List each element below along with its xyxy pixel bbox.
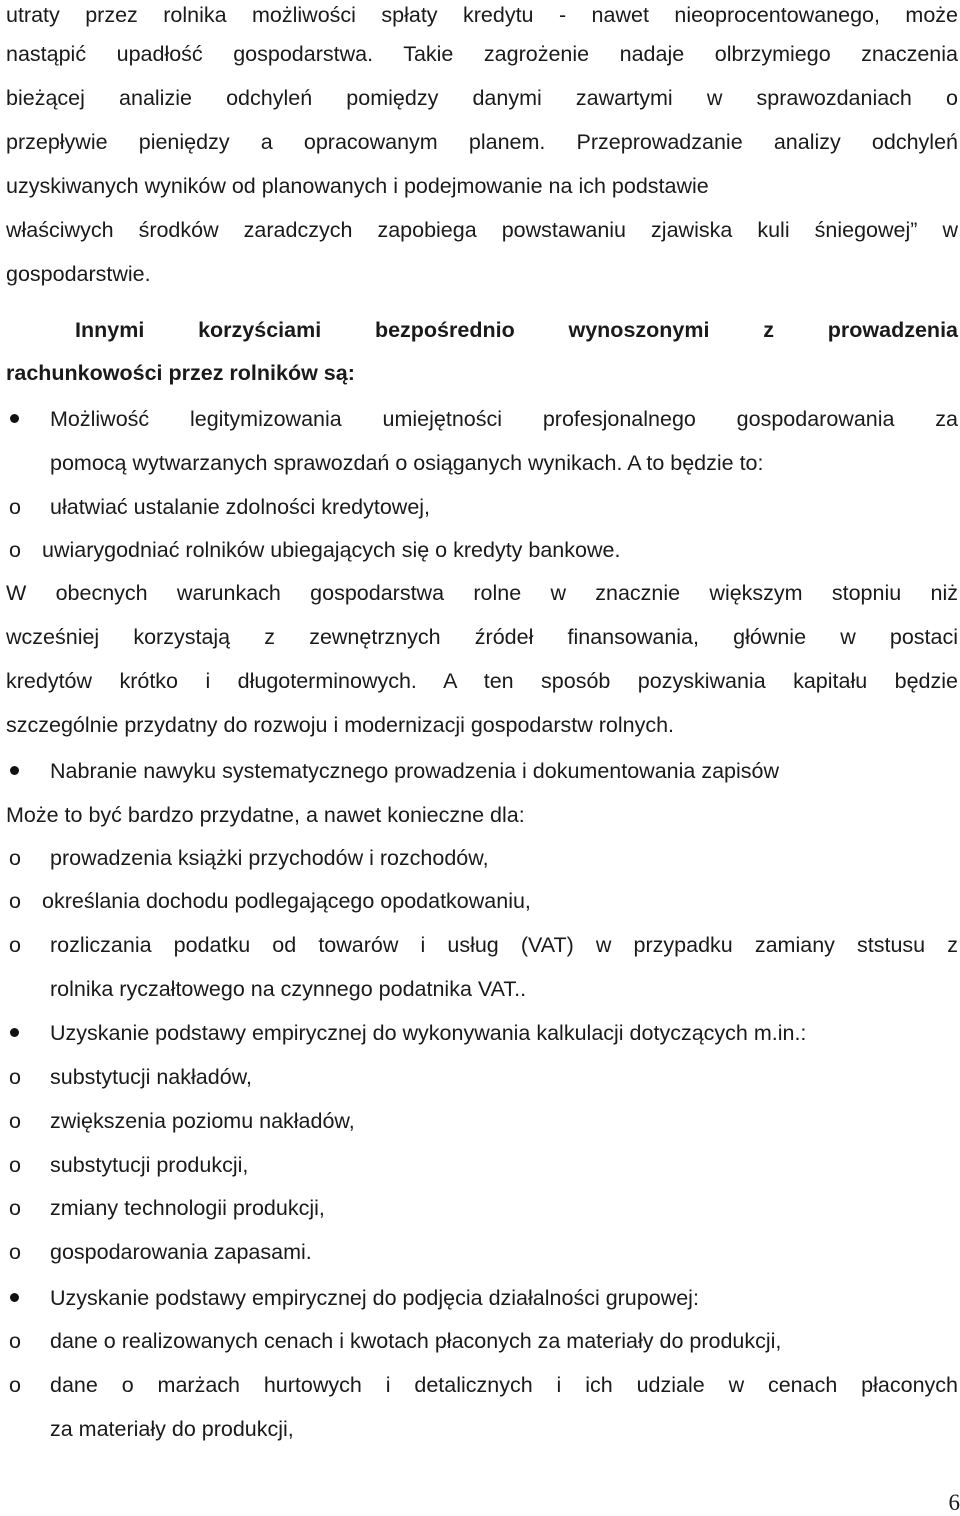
paragraph-1-line-2: nastąpić upadłość gospodarstwa. Takie zagrożenie nadaje olbrzymiego znaczenia	[6, 42, 958, 66]
sub-list-2-item-3-line-1: rozliczania podatku od towarów i usług (VAT) w przypadku zamiany ststusu z	[50, 933, 958, 957]
sub-list-3-item-5: gospodarowania zapasami.	[50, 1240, 312, 1264]
paragraph-1-line-6: właściwych środków zaradczych zapobiega powstawaniu zjawiska kuli śniegowej” w	[6, 218, 958, 242]
section-heading-line-1: Innymi korzyściami bezpośrednio wynoszonymi z prowadzenia	[75, 318, 958, 342]
sub-list-3-item-1: substytucji nakładów,	[50, 1065, 252, 1089]
sub-bullet-icon: o	[9, 1065, 21, 1089]
section-heading-line-2: rachunkowości przez rolników są:	[6, 361, 355, 385]
paragraph-1-line-4: przepływie pieniędzy a opracowanym planem. Przeprowadzanie analizy odchyleń	[6, 130, 958, 154]
sub-bullet-icon: o	[9, 1109, 21, 1133]
sub-list-4-item-1: dane o realizowanych cenach i kwotach płaconych za materiały do produkcji,	[50, 1329, 782, 1353]
sub-bullet-icon: o	[9, 538, 21, 562]
sub-bullet-icon: o	[9, 495, 21, 519]
paragraph-2-line-2: wcześniej korzystają z zewnętrznych źródeł finansowania, głównie w postaci	[6, 625, 958, 649]
bullet-icon	[10, 766, 19, 775]
sub-list-3-item-2: zwiększenia poziomu nakładów,	[50, 1109, 355, 1133]
sub-list-2-item-3-line-2: rolnika ryczałtowego na czynnego podatnika VAT..	[50, 977, 527, 1001]
sub-bullet-icon: o	[9, 1329, 21, 1353]
bullet-1-line-1: Możliwość legitymizowania umiejętności profesjonalnego gospodarowania za	[50, 407, 958, 431]
paragraph-1-line-7: gospodarstwie.	[6, 262, 151, 286]
sub-list-4-item-2-line-1: dane o marżach hurtowych i detalicznych i ich udziale w cenach płaconych	[50, 1373, 958, 1397]
sub-bullet-icon: o	[9, 889, 21, 913]
sub-list-1-item-2: uwiarygodniać rolników ubiegających się o kredyty bankowe.	[42, 538, 621, 562]
sub-list-3-item-4: zmiany technologii produkcji,	[50, 1196, 325, 1220]
sub-bullet-icon: o	[9, 846, 21, 870]
sub-list-4-item-2-line-2: za materiały do produkcji,	[50, 1417, 294, 1441]
bullet-4-text: Uzyskanie podstawy empirycznej do podjęcia działalności grupowej:	[50, 1286, 699, 1310]
sub-list-3-item-3: substytucji produkcji,	[50, 1153, 249, 1177]
paragraph-1-line-5: uzyskiwanych wyników od planowanych i podejmowanie na ich podstawie	[6, 174, 709, 198]
bullet-icon	[10, 1028, 19, 1037]
sub-bullet-icon: o	[9, 1153, 21, 1177]
sub-bullet-icon: o	[9, 933, 21, 957]
paragraph-3: Może to być bardzo przydatne, a nawet konieczne dla:	[6, 803, 525, 827]
bullet-3-text: Uzyskanie podstawy empirycznej do wykonywania kalkulacji dotyczących m.in.:	[50, 1021, 807, 1045]
sub-list-2-item-2: określania dochodu podlegającego opodatkowaniu,	[42, 889, 531, 913]
paragraph-2-line-4: szczególnie przydatny do rozwoju i modernizacji gospodarstw rolnych.	[6, 713, 675, 737]
bullet-icon	[10, 1293, 19, 1302]
sub-bullet-icon: o	[9, 1196, 21, 1220]
sub-list-2-item-1: prowadzenia książki przychodów i rozchodów,	[50, 846, 489, 870]
bullet-icon	[10, 414, 19, 423]
paragraph-1-line-1: utraty przez rolnika możliwości spłaty kredytu - nawet nieoprocentowanego, może	[6, 3, 958, 27]
paragraph-1-line-3: bieżącej analizie odchyleń pomiędzy danymi zawartymi w sprawozdaniach o	[6, 86, 958, 110]
sub-bullet-icon: o	[9, 1240, 21, 1264]
paragraph-2-line-1: W obecnych warunkach gospodarstwa rolne w znacznie większym stopniu niż	[6, 581, 958, 605]
bullet-1-line-2: pomocą wytwarzanych sprawozdań o osiąganych wynikach. A to będzie to:	[50, 451, 764, 475]
page-number: 6	[948, 1490, 960, 1515]
bullet-2-text: Nabranie nawyku systematycznego prowadzenia i dokumentowania zapisów	[50, 759, 780, 783]
paragraph-2-line-3: kredytów krótko i długoterminowych. A ten sposób pozyskiwania kapitału będzie	[6, 669, 958, 693]
sub-list-1-item-1: ułatwiać ustalanie zdolności kredytowej,	[50, 495, 431, 519]
sub-bullet-icon: o	[9, 1373, 21, 1397]
